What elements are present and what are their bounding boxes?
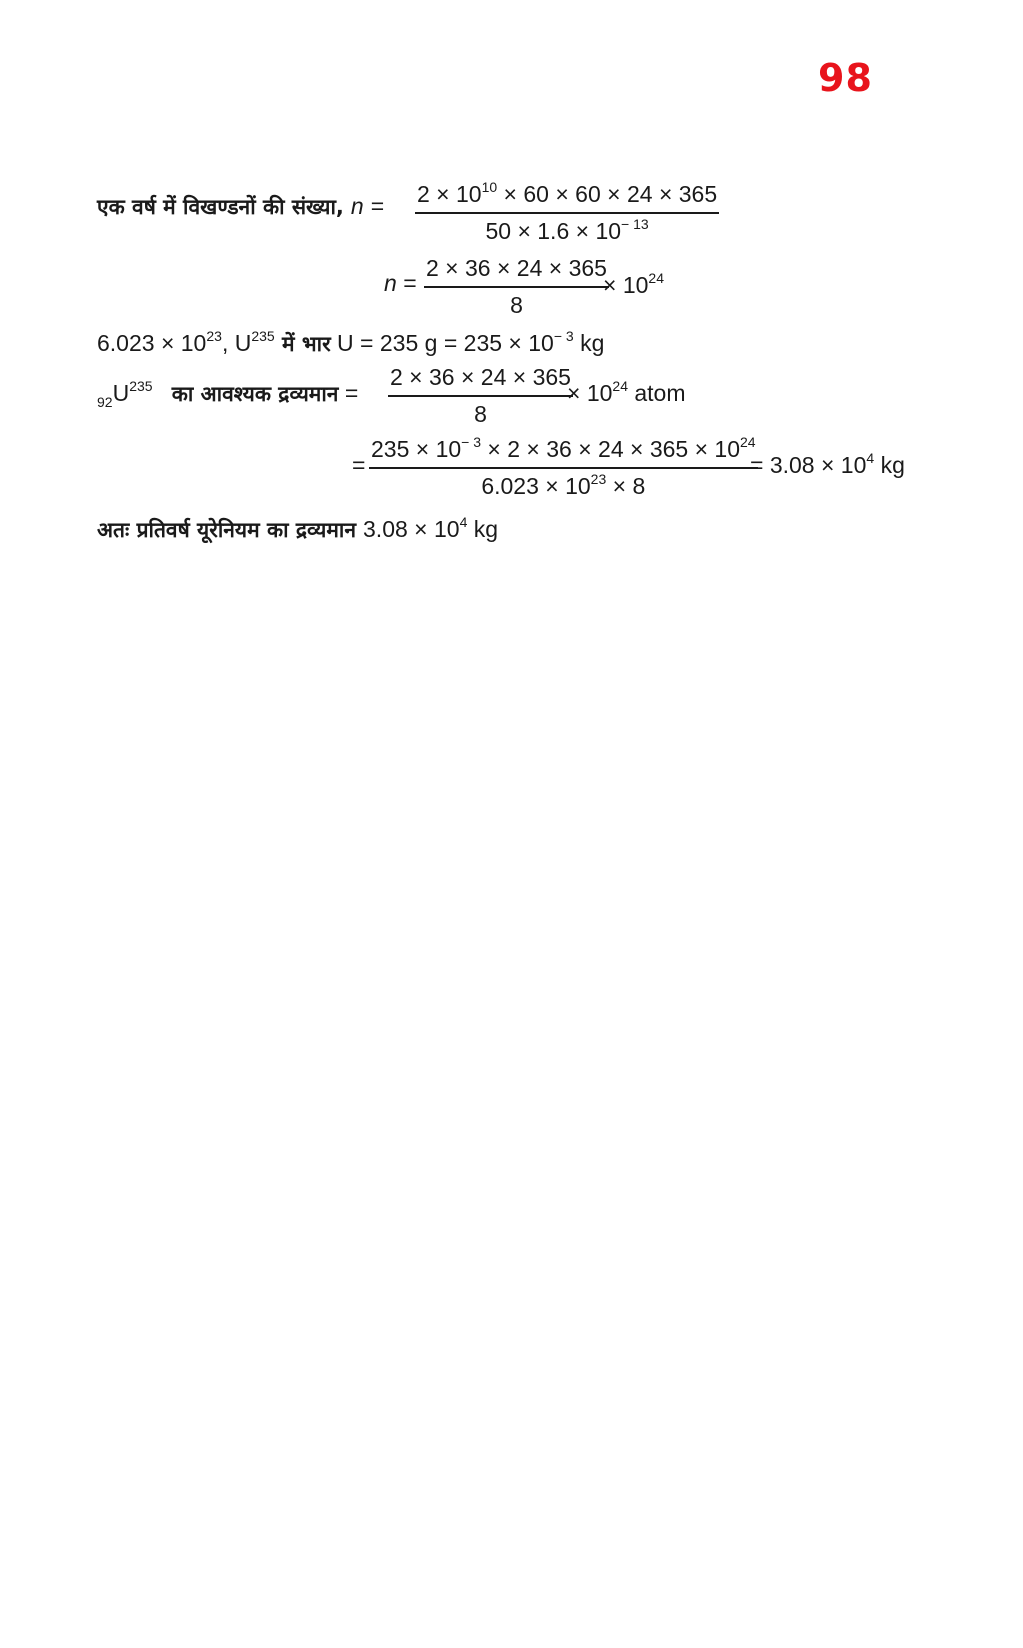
conclusion-label: अतः प्रतिवर्ष यूरेनियम का द्रव्यमान [97, 518, 357, 542]
fraction-denominator: 8 [474, 401, 487, 427]
fraction-numerator: 2 × 36 × 24 × 365 [426, 255, 607, 281]
n-fraction [424, 255, 609, 319]
fraction-denominator: 8 [510, 292, 523, 318]
fraction-numerator: $2 \times 10^{10} \times 60 \times 60 \times 24 \times 365$ [417, 179, 718, 207]
required-mass-label: का आवश्यक द्रव्यमान [171, 382, 339, 406]
fraction-denominator: $50 \times 1.6 \times 10^{- 13}$ [485, 216, 649, 244]
fraction-numerator: $235 \times 10^{- 3} \times 2 \times 36 \times 24 \times 365 \times 10^{24}$ [371, 434, 756, 462]
uranium-mass-label-row: $_{92}U^{235}$ का आवश्यक द्रव्यमान = [97, 378, 359, 410]
equals-sign: = [370, 193, 385, 219]
page-number: 98 [818, 56, 873, 100]
uranium-multiplier: × $10^{24}$ atom [567, 378, 686, 406]
fission-count-fraction [415, 181, 719, 245]
atomic-number: 92 [97, 394, 113, 410]
variable-n: n [350, 193, 364, 219]
fission-count-label-row [97, 195, 384, 219]
fraction-denominator: $6.023 \times 10^{23} \times 8$ [481, 471, 646, 499]
n-equals: n = [384, 270, 417, 296]
final-mass-fraction [369, 436, 758, 500]
uranium-mass-fraction [388, 364, 573, 428]
n-multiplier: × $10^{24}$ [603, 270, 664, 298]
conclusion-line [97, 514, 499, 542]
fraction-numerator: 2 × 36 × 24 × 365 [390, 364, 571, 390]
avogadro-mass-line: $6.023 \times 10^{23}$, $U^{235}$ में भार U = 235 $g = 235 \times 10^{- 3}$ kg [97, 328, 605, 356]
final-result: = $3.08 \times 10^4$ kg [750, 450, 905, 478]
conclusion-value: $3.08 \times 10^4$ kg [363, 514, 499, 542]
fission-count-label: एक वर्ष में विखण्डनों की संख्या, [97, 195, 344, 219]
equals-sign-line5: = [352, 452, 366, 478]
